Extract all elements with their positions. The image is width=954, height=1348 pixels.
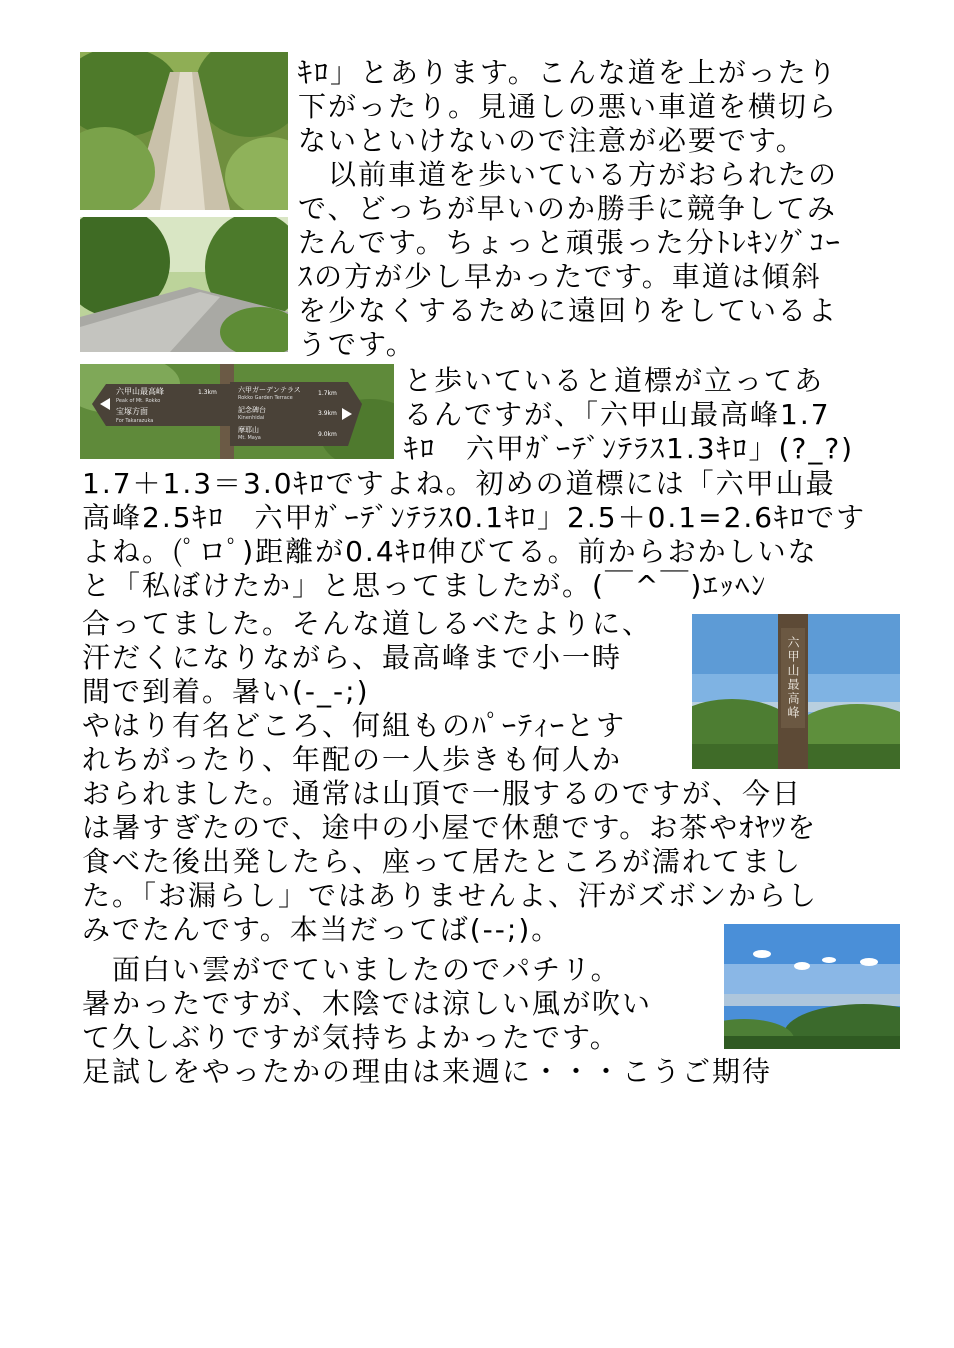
sign-right-3: 摩耶山 xyxy=(238,426,259,434)
text-block-full xyxy=(82,467,908,607)
trail-photo xyxy=(80,52,288,210)
paragraph-line: ないといけないので注意が必要です。 xyxy=(298,124,806,157)
paragraph-line: みでたんです。本当だってば(--;)。 xyxy=(82,913,562,946)
paragraph-line: 汗だくになりながら、最高峰まで小一時 xyxy=(82,641,623,674)
sign-right-2: 記念碑台 xyxy=(238,406,266,414)
paragraph-line: で、どっちが早いのか勝手に競争してみ xyxy=(298,192,837,225)
summit-post-label: 六甲山最高峰 xyxy=(786,636,800,720)
paragraph-line: れちがったり、年配の一人歩きも何人か xyxy=(82,743,623,776)
paragraph-line: 暑かったですが、木陰では涼しい風が吹い xyxy=(82,987,653,1020)
paragraph-line: 以前車道を歩いている方がおられたの xyxy=(298,158,839,191)
paragraph-line: 合ってました。そんな道しるべたよりに、 xyxy=(82,607,653,640)
paragraph-line: ｷﾛ」とあります。こんな道を上がったり xyxy=(298,56,838,89)
paragraph-line: るんですが、「六甲山最高峰1.7 xyxy=(404,398,831,431)
sign-right-1-en: Rokko Garden Terrace xyxy=(238,395,293,401)
paragraph-line: と歩いていると道標が立ってあ xyxy=(404,364,825,397)
paragraph-line: ｽの方が少し早かったです。車道は傾斜 xyxy=(298,260,822,293)
paragraph-line: は暑すぎたので、途中の小屋で休憩です。お茶やｵﾔﾂを xyxy=(82,811,818,844)
paragraph-line: 1.7＋1.3＝3.0ｷﾛですよね。初めの道標には「六甲山最 xyxy=(82,467,836,500)
paragraph-line: うです。 xyxy=(298,328,416,361)
paragraph-line: 面白い雲がでていましたのでパチリ。 xyxy=(82,953,621,986)
paragraph-line: 食べた後出発したら、座って居たところが濡れてまし xyxy=(82,845,803,878)
text-block-peak xyxy=(82,607,682,779)
text-block-sign xyxy=(404,364,904,468)
sign-left-1-dist: 1.3km xyxy=(198,389,217,396)
signpost-photo xyxy=(80,364,394,459)
sign-right-1-dist: 1.7km xyxy=(318,390,337,397)
summit-photo xyxy=(692,614,900,769)
sign-right-2-dist: 3.9km xyxy=(318,410,337,417)
road-photo xyxy=(80,217,288,352)
sign-right-3-en: Mt. Maya xyxy=(238,435,261,441)
text-block-cloud xyxy=(82,953,802,1093)
sign-left-2: 宝塚方面 xyxy=(116,407,148,416)
paragraph-line: ｷﾛ 六甲ｶﾞｰﾃﾞﾝﾃﾗｽ1.3ｷﾛ」(?_?) xyxy=(404,432,855,465)
paragraph-line: 足試しをやったかの理由は来週に・・・こうご期待 xyxy=(82,1055,773,1088)
paragraph-line: やはり有名どころ、何組ものﾊﾟｰﾃｨｰとす xyxy=(82,709,627,742)
paragraph-line: 間で到着。暑い(-_-;) xyxy=(82,675,370,708)
text-block-top xyxy=(298,56,908,366)
sign-left-2-en: For Takarazuka xyxy=(116,418,154,424)
paragraph-line: 下がったり。見通しの悪い車道を横切ら xyxy=(298,90,839,123)
paragraph-line: 高峰2.5ｷﾛ 六甲ｶﾞｰﾃﾞﾝﾃﾗｽ0.1ｷﾛ」2.5＋0.1=2.6ｷﾛです xyxy=(82,501,867,534)
sign-left-1-en: Peak of Mt. Rokko xyxy=(116,398,161,404)
sign-right-3-dist: 9.0km xyxy=(318,431,337,438)
sign-left-1: 六甲山最高峰 xyxy=(116,387,164,396)
paragraph-line: おられました。通常は山頂で一服するのですが、今日 xyxy=(82,777,803,810)
paragraph-line: た。「お漏らし」ではありませんよ、汗がズボンからし xyxy=(82,879,819,912)
sign-right-1: 六甲ガーデンテラス xyxy=(238,386,301,394)
paragraph-line: よね。(ﾟロﾟ)距離が0.4ｷﾛ伸びてる。前からおかしいな xyxy=(82,535,818,568)
paragraph-line: たんです。ちょっと頑張った分ﾄﾚｷﾝｸﾞｺｰ xyxy=(298,226,842,259)
sign-right-2-en: Kinenhidai xyxy=(238,415,265,421)
paragraph-line: と「私ぼけたか」と思ってましたが。(￣^￣)ｴｯﾍﾝ xyxy=(82,569,768,602)
paragraph-line: て久しぶりですが気持ちよかったです。 xyxy=(82,1021,620,1054)
text-block-rest xyxy=(82,777,908,949)
paragraph-line: を少なくするために遠回りをしているよ xyxy=(298,294,839,327)
